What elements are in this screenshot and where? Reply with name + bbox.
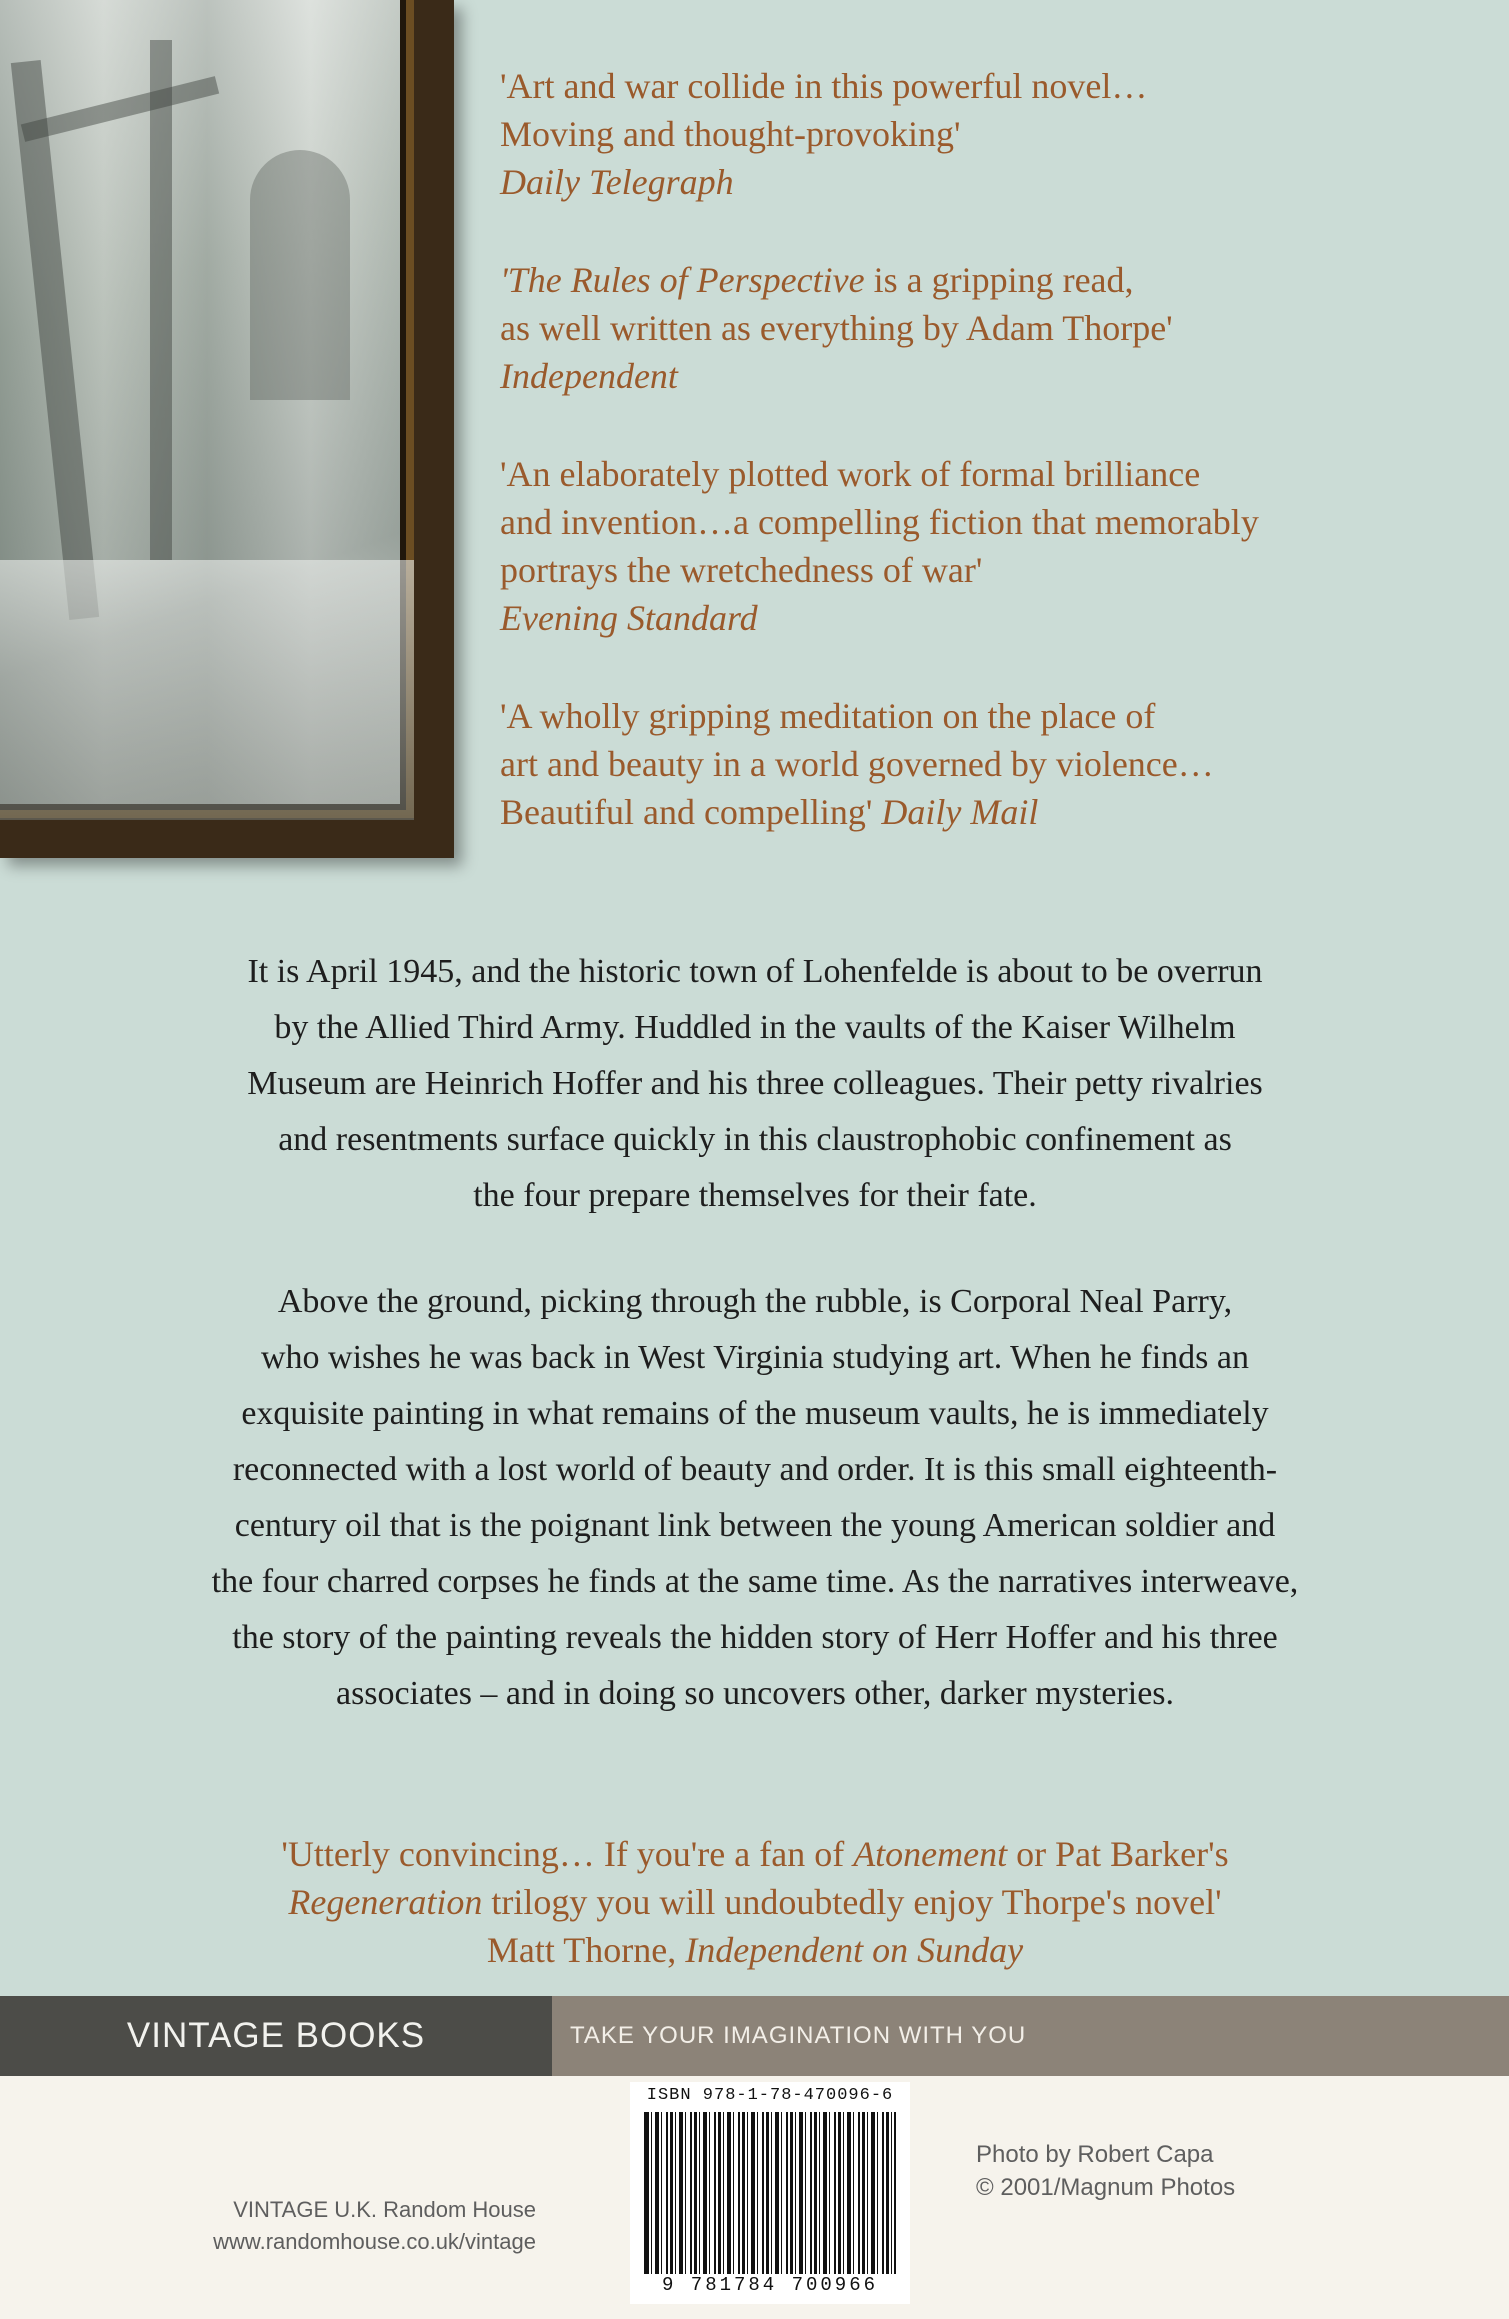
publication-name: Independent on Sunday bbox=[685, 1930, 1024, 1970]
quote-line: 'A wholly gripping meditation on the place of bbox=[500, 696, 1156, 736]
barcode-icon bbox=[644, 2112, 896, 2274]
quote-line: 'An elaborately plotted work of formal brilliance bbox=[500, 454, 1201, 494]
blurb-line: century oil that is the poignant link between the young American soldier and bbox=[234, 1507, 1276, 1544]
blurb-line: associates – and in doing so uncovers other, darker mysteries. bbox=[335, 1675, 1175, 1712]
blurb-paragraph-2 bbox=[40, 1274, 1470, 1722]
blurb-line: reconnected with a lost world of beauty and order. It is this small eighteenth- bbox=[232, 1451, 1278, 1488]
book-title: Atonement bbox=[853, 1834, 1008, 1874]
quote-text: is a gripping read, bbox=[864, 260, 1134, 300]
blurb-line: Museum are Heinrich Hoffer and his three colleagues. Their petty rivalries bbox=[247, 1065, 1263, 1102]
publisher-bar bbox=[0, 1996, 1509, 2076]
blurb-line: Above the ground, picking through the rubble, is Corporal Neal Parry, bbox=[277, 1283, 1233, 1320]
blurb-line: exquisite painting in what remains of the museum vaults, he is immediately bbox=[241, 1395, 1269, 1432]
book-title: Regeneration bbox=[288, 1882, 483, 1922]
quote-3 bbox=[500, 450, 1460, 642]
quote-line: and invention…a compelling fiction that memorably bbox=[500, 502, 1259, 542]
quote-2 bbox=[500, 256, 1460, 400]
quote-4 bbox=[500, 692, 1460, 836]
photo-credit bbox=[976, 2138, 1235, 2204]
blurb-line: the four prepare themselves for their fate. bbox=[473, 1177, 1037, 1214]
quote-line: as well written as everything by Adam Thorpe' bbox=[500, 308, 1173, 348]
publisher-tagline: TAKE YOUR IMAGINATION WITH YOU bbox=[552, 1996, 1509, 2076]
isbn-barcode bbox=[630, 2082, 910, 2304]
quote-line: art and beauty in a world governed by violence… bbox=[500, 744, 1214, 784]
ruin-column bbox=[11, 60, 99, 620]
ruin-column bbox=[150, 40, 172, 560]
quote-text: 'Utterly convincing… If you're a fan of bbox=[281, 1834, 854, 1874]
ruin-beam bbox=[21, 76, 219, 142]
publisher-name: VINTAGE U.K. Random House bbox=[233, 2197, 536, 2222]
closing-review-quote bbox=[60, 1830, 1450, 1974]
blurb-line: by the Allied Third Army. Huddled in the vaults of the Kaiser Wilhelm bbox=[274, 1009, 1236, 1046]
quote-line bbox=[60, 1830, 1450, 1878]
blurb-line: who wishes he was back in West Virginia studying art. When he finds an bbox=[261, 1339, 1249, 1376]
photo-credit-line: Photo by Robert Capa bbox=[976, 2141, 1214, 2168]
cover-photo-painting bbox=[0, 0, 454, 858]
blurb-line: the story of the painting reveals the hidden story of Herr Hoffer and his three bbox=[232, 1619, 1278, 1656]
publisher-brand: VINTAGE BOOKS bbox=[0, 1996, 552, 2076]
blurb-line: and resentments surface quickly in this claustrophobic confinement as bbox=[278, 1121, 1232, 1158]
review-quotes bbox=[500, 62, 1460, 886]
quote-line bbox=[60, 1878, 1450, 1926]
photo-copyright-line: © 2001/Magnum Photos bbox=[976, 2174, 1236, 2201]
quote-source: Evening Standard bbox=[500, 598, 758, 638]
quote-1 bbox=[500, 62, 1460, 206]
blurb-line: It is April 1945, and the historic town of Lohenfelde is about to be overrun bbox=[247, 953, 1263, 990]
quote-line bbox=[500, 256, 1460, 304]
barcode-digits: 9 781784 700966 bbox=[661, 2274, 879, 2296]
quote-text: or Pat Barker's bbox=[1007, 1834, 1229, 1874]
quote-source bbox=[60, 1926, 1450, 1974]
book-blurb bbox=[40, 944, 1470, 1772]
book-title: 'The Rules of Perspective bbox=[500, 260, 865, 300]
publisher-url: www.randomhouse.co.uk/vintage bbox=[213, 2229, 536, 2254]
quote-source: Independent bbox=[500, 356, 678, 396]
quote-text: Beautiful and compelling' bbox=[500, 792, 873, 832]
quote-line: Moving and thought-provoking' bbox=[500, 114, 961, 154]
quote-line: portrays the wretchedness of war' bbox=[500, 550, 983, 590]
publisher-info bbox=[213, 2194, 536, 2258]
reviewer-name: Matt Thorne, bbox=[486, 1930, 686, 1970]
isbn-text: ISBN 978-1-78-470096-6 bbox=[646, 2086, 894, 2105]
blurb-line: the four charred corpses he finds at the same time. As the narratives interweave, bbox=[211, 1563, 1299, 1600]
blurb-paragraph-1 bbox=[40, 944, 1470, 1224]
quote-line: 'Art and war collide in this powerful novel… bbox=[500, 66, 1148, 106]
ruin-arch bbox=[250, 150, 350, 400]
quote-source: Daily Telegraph bbox=[500, 162, 734, 202]
back-cover-footer bbox=[0, 2076, 1509, 2319]
quote-source: Daily Mail bbox=[881, 792, 1039, 832]
quote-line bbox=[500, 788, 1460, 836]
quote-text: trilogy you will undoubtedly enjoy Thorpe's novel' bbox=[482, 1882, 1222, 1922]
rubble bbox=[0, 560, 414, 820]
